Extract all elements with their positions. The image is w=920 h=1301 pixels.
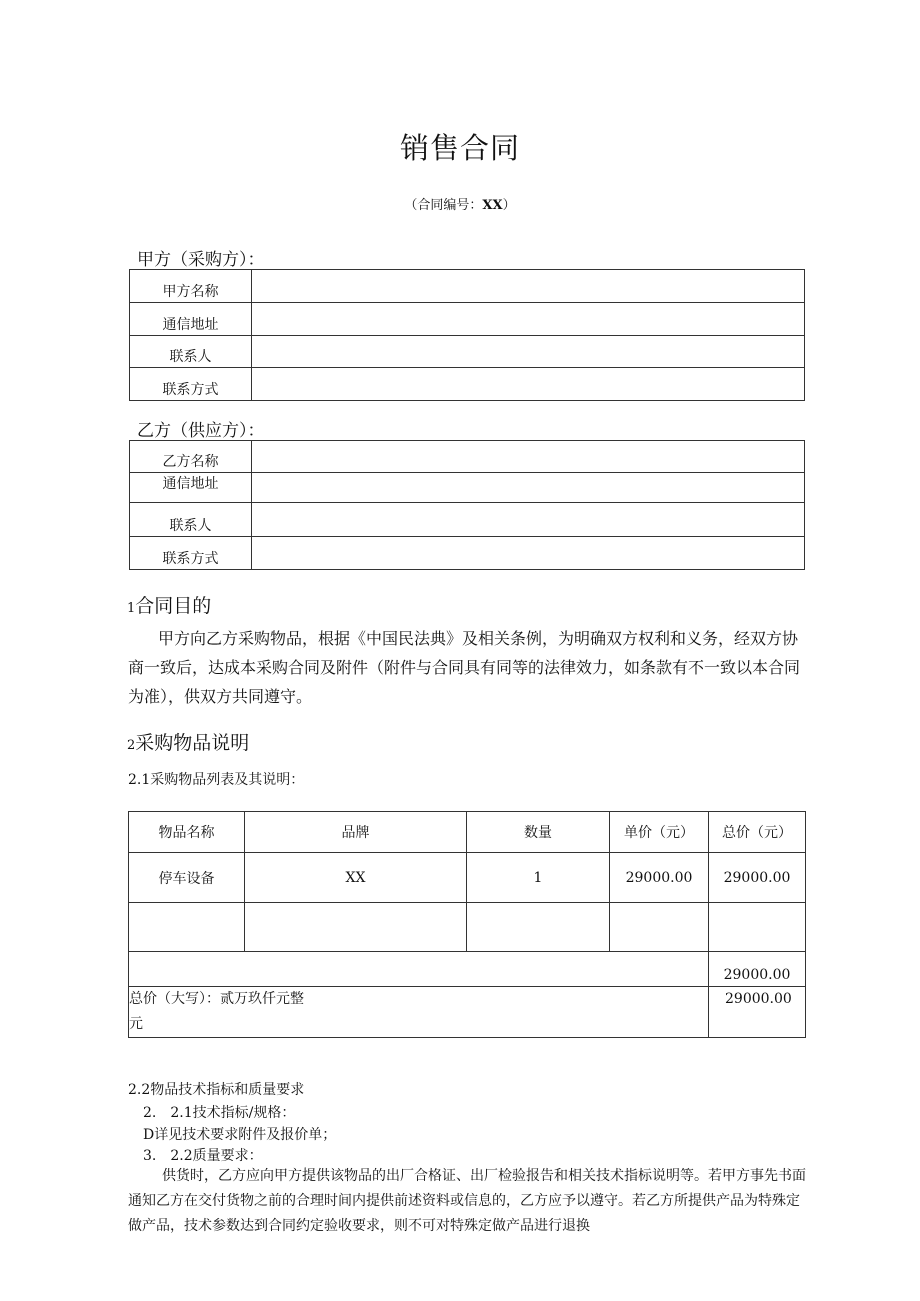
cell-unit-price: 29000.00 [610, 853, 709, 903]
party-b-name-label: 乙方名称 [130, 441, 252, 473]
table-row [130, 503, 805, 537]
contract-number [0, 194, 920, 213]
cell-brand: XX [245, 853, 467, 903]
cell-brand [245, 903, 467, 952]
cell-total-price [709, 903, 806, 952]
party-b-address-value[interactable] [252, 473, 805, 503]
section-2-1-heading: 2.1采购物品列表及其说明： [128, 772, 305, 788]
party-b-table [129, 440, 805, 570]
party-b-contact-label: 联系人 [130, 503, 252, 537]
table-row [130, 473, 805, 503]
header-unit-price: 单价（元） [610, 812, 709, 853]
page-title: 销售合同 [399, 131, 520, 165]
party-a-phone-label: 联系方式 [130, 368, 252, 401]
header-brand: 品牌 [245, 812, 467, 853]
party-a-address-label: 通信地址 [130, 303, 252, 336]
section-2-number: 2 [127, 738, 136, 753]
items-table [128, 811, 806, 1038]
table-row [129, 853, 806, 903]
party-a-contact-value[interactable] [252, 336, 805, 368]
party-b-phone-label: 联系方式 [130, 537, 252, 570]
section-1-number: 1 [127, 601, 136, 616]
table-row [130, 336, 805, 368]
party-a-table [129, 269, 805, 401]
cell-total-price: 29000.00 [709, 853, 806, 903]
party-b-phone-value[interactable] [252, 537, 805, 570]
total-label: 总价（大写）：贰万玖仟元整 [129, 991, 304, 1007]
section-2-2-2-heading: 3. 2.2质量要求： [143, 1148, 263, 1164]
section-1-heading [127, 591, 211, 618]
section-2-2-heading: 2.2物品技术指标和质量要求 [128, 1082, 305, 1098]
party-a-address-value[interactable] [252, 303, 805, 336]
table-row [130, 270, 805, 303]
cell-item-name: 停车设备 [129, 853, 245, 903]
table-row [130, 368, 805, 401]
table-row [129, 903, 806, 952]
table-row [130, 537, 805, 570]
party-b-heading: 乙方（供应方）： [137, 421, 265, 441]
cell-item-name [129, 903, 245, 952]
party-a-name-value[interactable] [252, 270, 805, 303]
cell-unit-price [610, 903, 709, 952]
section-2-2-1-heading: 2. 2.1技术指标/规格： [143, 1105, 296, 1121]
contract-number-prefix: （合同编号： [404, 198, 483, 213]
section-2-heading [127, 728, 249, 755]
section-2-title: 采购物品说明 [135, 732, 250, 754]
contract-number-suffix: ） [502, 198, 516, 213]
section-2-2-2-body: 供货时，乙方应向甲方提供该物品的出厂合格证、出厂检验报告和相关技术指标说明等。若甲方事先书面通知乙方在交付货物之前的合理时间内提供前述资料或信息的，乙方应予以遵守。若乙方所提供产品为特殊定做产品，技术参数达到合同约定验收要求，则不可对特殊定做产品进行退换 [128, 1168, 806, 1234]
party-b-name-value[interactable] [252, 441, 805, 473]
party-a-contact-label: 联系人 [130, 336, 252, 368]
total-row [129, 987, 806, 1038]
section-1-body: 甲方向乙方采购物品，根据《中国民法典》及相关条例，为明确双方权利和义务，经双方协商一致后，达成本采购合同及附件（附件与合同具有同等的法律效力，如条款有不一致以本合同为准），供双方共同遵守。 [128, 629, 801, 706]
subtotal-row [129, 952, 806, 987]
table-header-row [129, 812, 806, 853]
section-1-title: 合同目的 [135, 595, 212, 617]
total-in-words [129, 987, 709, 1038]
party-b-contact-value[interactable] [252, 503, 805, 537]
cell-quantity [467, 903, 610, 952]
party-a-phone-value[interactable] [252, 368, 805, 401]
subtotal-value: 29000.00 [709, 952, 806, 987]
header-total-price: 总价（元） [709, 812, 806, 853]
party-a-heading: 甲方（采购方）： [137, 250, 265, 270]
header-quantity: 数量 [467, 812, 610, 853]
table-row [130, 441, 805, 473]
subtotal-spacer [129, 952, 709, 987]
cell-quantity: 1 [467, 853, 610, 903]
party-b-address-label: 通信地址 [130, 473, 252, 503]
section-2-2-1-body: D详见技术要求附件及报价单； [143, 1127, 337, 1143]
total-label-wrap: 元 [129, 1016, 143, 1032]
header-item-name: 物品名称 [129, 812, 245, 853]
table-row [130, 303, 805, 336]
total-value: 29000.00 [709, 987, 806, 1038]
party-a-name-label: 甲方名称 [130, 270, 252, 303]
contract-number-value: XX [482, 198, 503, 213]
